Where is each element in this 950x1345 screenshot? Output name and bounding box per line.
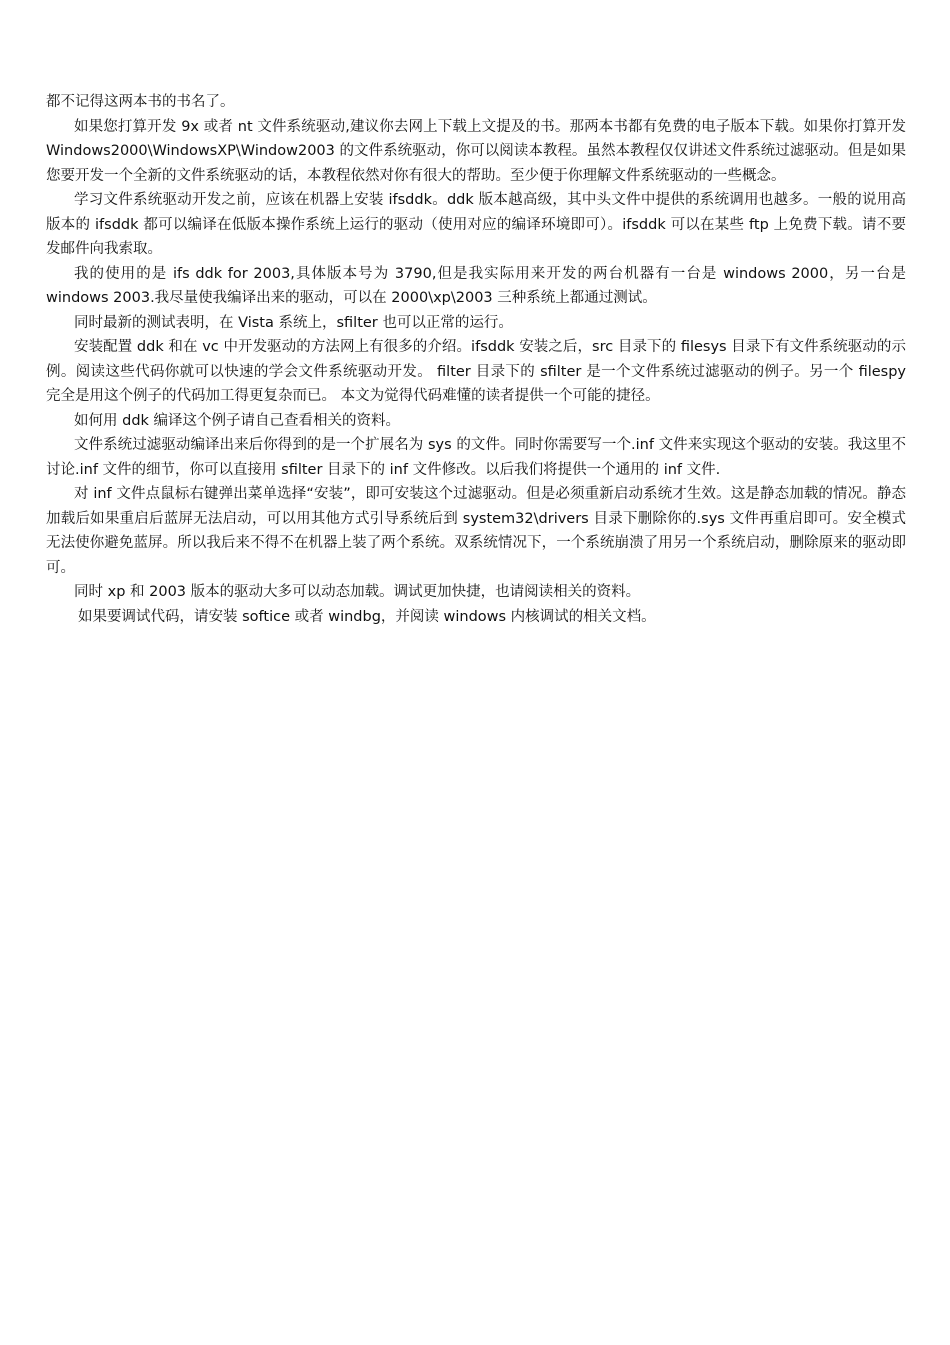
paragraph-4: 我的使用的是 ifs ddk for 2003,具体版本号为 3790,但是我实际用来开发的两台机器有一台是 windows 2000，另一台是 windows 2003.我尽量使我编译出来的驱动，可以在 2000\xp\2003 三种系统上都通过测试。 xyxy=(46,265,906,306)
paragraph-6: 安装配置 ddk 和在 vc 中开发驱动的方法网上有很多的介绍。ifsddk 安装之后，src 目录下的 filesys 目录下有文件系统驱动的示例。阅读这些代码你就可以快速的学会文件系统驱动开发。 filter 目录下的 sfilter 是一个文件系统过滤驱动的例子。另一个 filespy 完全是用这个例子的代码加工得更复杂而已。 本文为觉得代码难懂的读者提供一个可能的捷径。 xyxy=(46,339,906,404)
document-page xyxy=(46,90,906,629)
paragraph-10: 同时 xp 和 2003 版本的驱动大多可以动态加载。调试更加快捷，也请阅读相关的资料。 xyxy=(74,584,641,600)
paragraph-9: 对 inf 文件点鼠标右键弹出菜单选择“安装”，即可安装这个过滤驱动。但是必须重新启动系统才生效。这是静态加载的情况。静态加载后如果重启后蓝屏无法启动，可以用其他方式引导系统后到 system32\drivers 目录下删除你的.sys 文件再重启即可。安全模式无法使你避免蓝屏。所以我后来不得不在机器上装了两个系统。双系统情况下，一个系统崩溃了用另一个系统启动，删除原来的驱动即可。 xyxy=(46,486,906,576)
paragraph-7: 如何用 ddk 编译这个例子请自己查看相关的资料。 xyxy=(74,412,401,429)
paragraph-3: 学习文件系统驱动开发之前，应该在机器上安装 ifsddk。ddk 版本越高级，其中头文件中提供的系统调用也越多。一般的说用高版本的 ifsddk 都可以编译在低版本操作系统上运行的驱动（使用对应的编译环境即可）。ifsddk 可以在某些 ftp 上免费下载。请不要发邮件向我索取。 xyxy=(46,192,906,257)
paragraph-11: 如果要调试代码，请安装 softice 或者 windbg，并阅读 windows 内核调试的相关文档。 xyxy=(78,608,656,625)
paragraph-8: 文件系统过滤驱动编译出来后你得到的是一个扩展名为 sys 的文件。同时你需要写一个.inf 文件来实现这个驱动的安装。我这里不讨论.inf 文件的细节，你可以直接用 sfilter 目录下的 inf 文件修改。以后我们将提供一个通用的 inf 文件. xyxy=(46,437,906,478)
paragraph-1: 都不记得这两本书的书名了。 xyxy=(46,94,235,110)
paragraph-2: 如果您打算开发 9x 或者 nt 文件系统驱动,建议你去网上下载上文提及的书。那两本书都有免费的电子版本下载。如果你打算开发 Windows2000\WindowsXP\Window2003 的文件系统驱动，你可以阅读本教程。虽然本教程仅仅讲述文件系统过滤驱动。但是如果您要开发一个全新的文件系统驱动的话，本教程依然对你有很大的帮助。至少便于你理解文件系统驱动的一些概念。 xyxy=(46,118,906,184)
paragraph-5: 同时最新的测试表明，在 Vista 系统上，sfilter 也可以正常的运行。 xyxy=(74,314,513,331)
